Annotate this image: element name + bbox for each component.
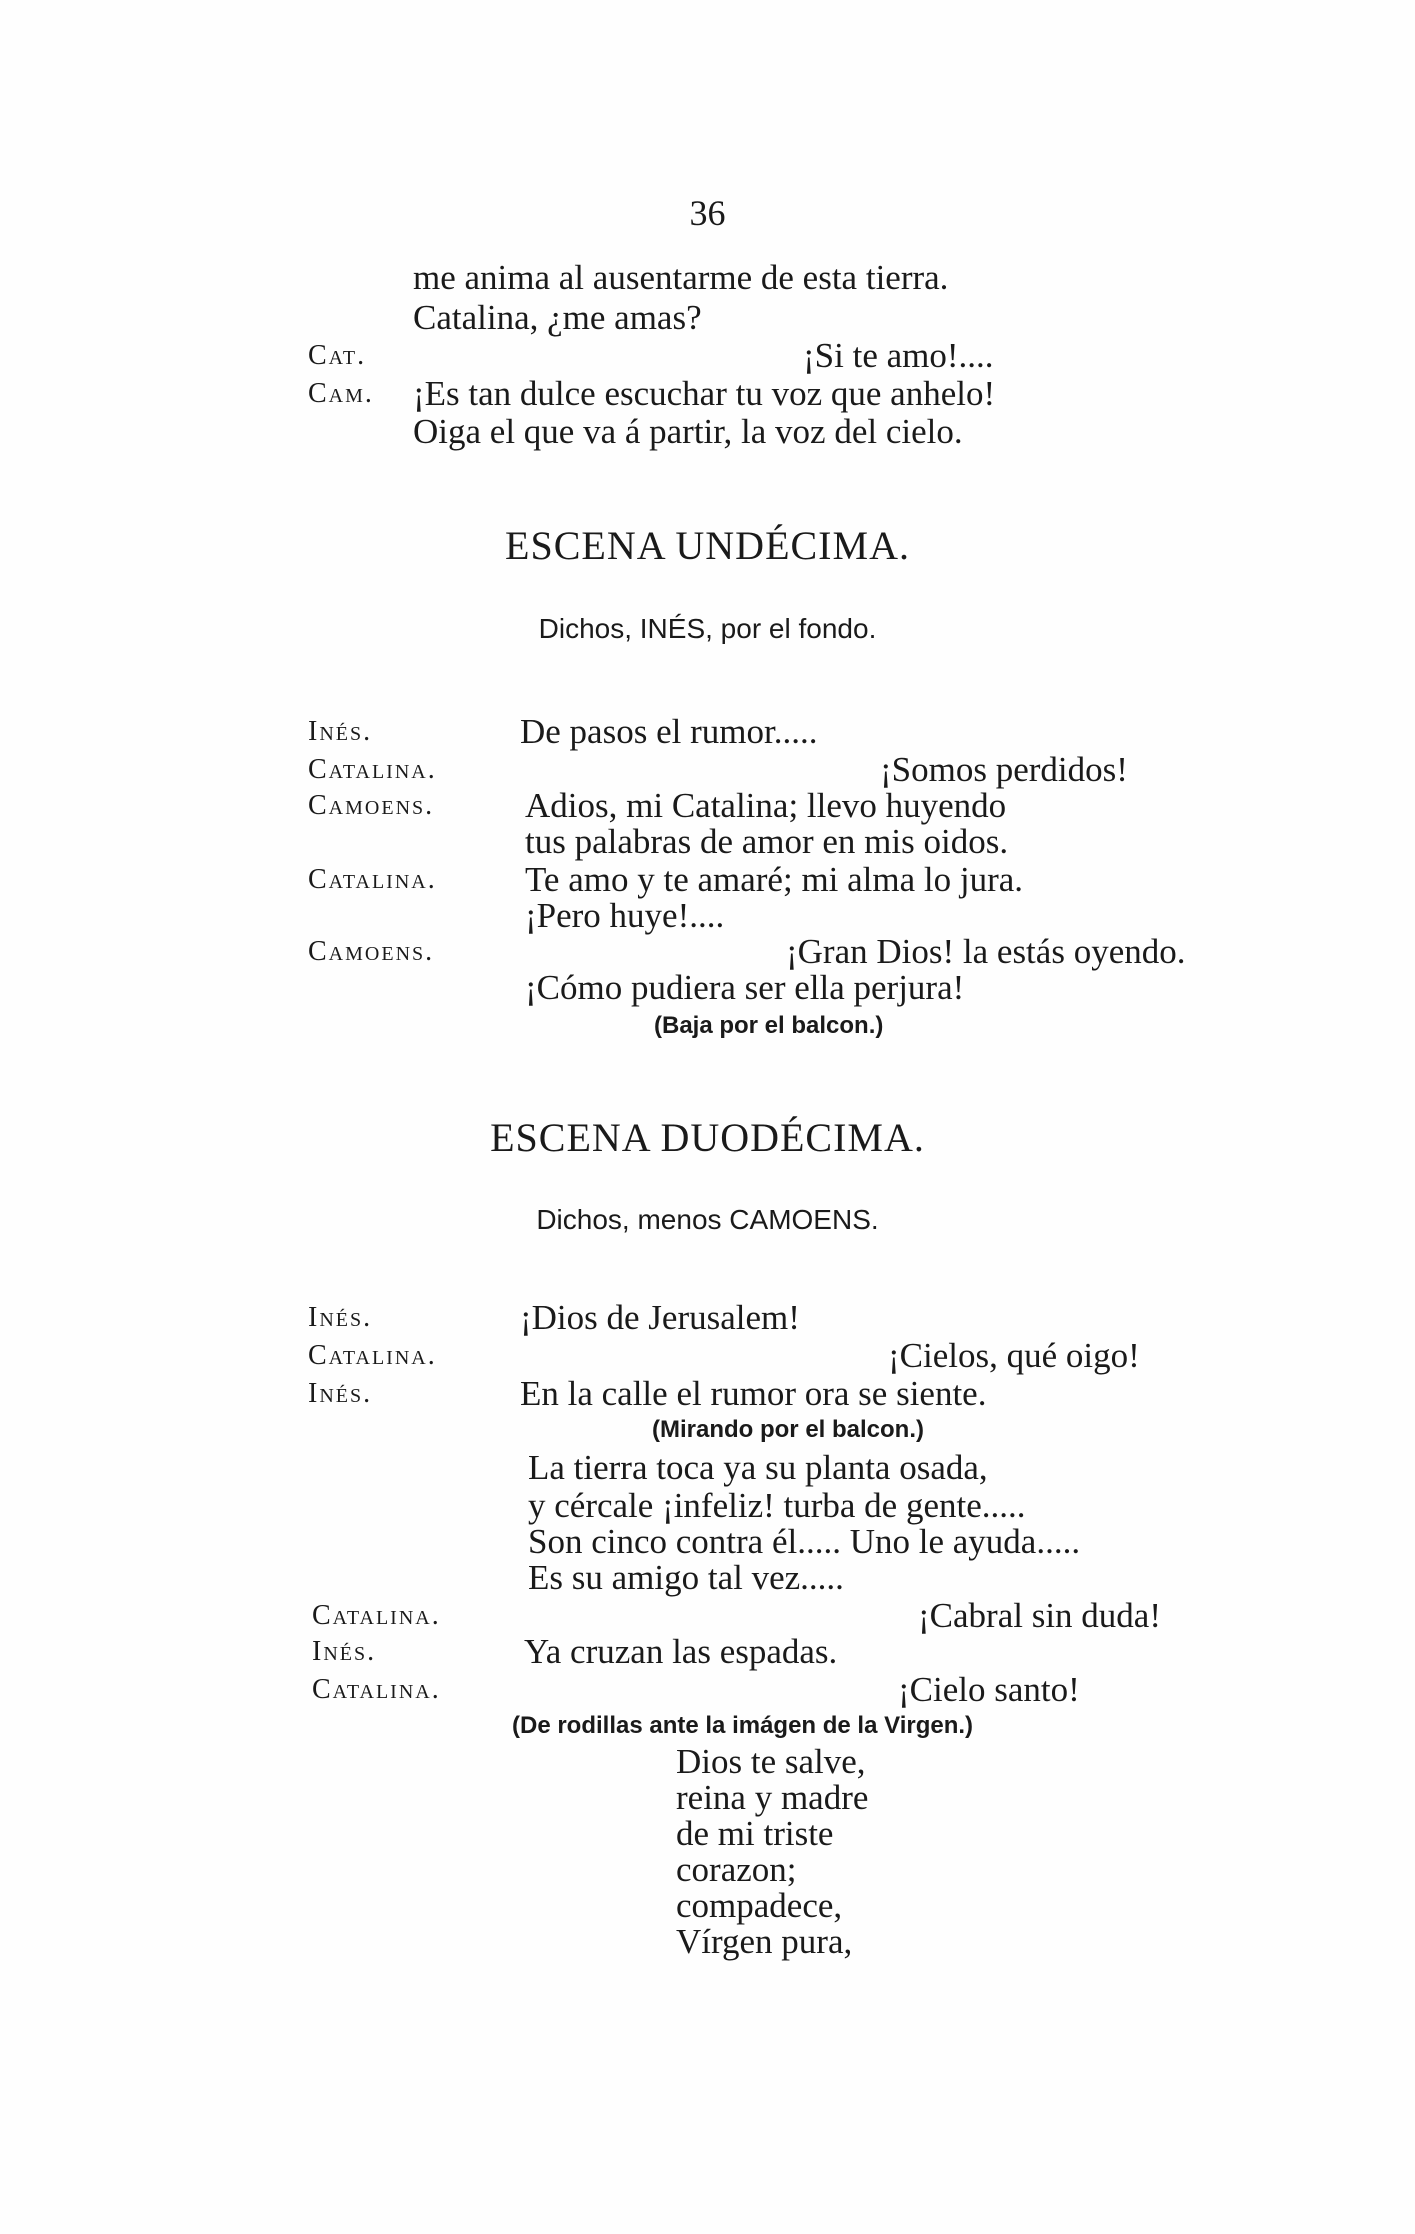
stage-direction: (Mirando por el balcon.) [652, 1416, 925, 1443]
speaker-label: Catalina. [308, 1340, 437, 1371]
prayer-line: Dios te salve, [676, 1742, 866, 1781]
verse-line: ¡Es tan dulce escuchar tu voz que anhelo! [413, 374, 996, 413]
speaker-label: Inés. [308, 716, 373, 747]
speaker-label: Cat. [308, 340, 367, 371]
speaker-label: Inés. [308, 1378, 373, 1409]
stage-direction: (De rodillas ante la imágen de la Virgen.) [512, 1712, 974, 1739]
scene-subtitle: Dichos, menos CAMOENS. [536, 1204, 879, 1235]
verse-line: ¡Gran Dios! la estás oyendo. [786, 932, 1186, 971]
prayer-line: compadece, [676, 1886, 843, 1925]
verse-line: ¡Cómo pudiera ser ella perjura! [525, 968, 965, 1007]
speaker-label: Catalina. [308, 864, 437, 895]
verse-line: ¡Dios de Jerusalem! [520, 1298, 800, 1337]
verse-line: ¡Si te amo!.... [803, 336, 994, 375]
verse-line: Ya cruzan las espadas. [524, 1632, 838, 1671]
speaker-label: Catalina. [308, 754, 437, 785]
verse-line: De pasos el rumor..... [520, 712, 818, 751]
verse-line: Oiga el que va á partir, la voz del cielo. [413, 412, 963, 451]
prayer-line: de mi triste [676, 1814, 834, 1853]
stage-direction: (Baja por el balcon.) [654, 1012, 884, 1039]
scene-title: ESCENA UNDÉCIMA. [505, 523, 910, 568]
speaker-label: Catalina. [312, 1674, 441, 1705]
verse-line: Te amo y te amaré; mi alma lo jura. [525, 860, 1024, 899]
scene-title: ESCENA DUODÉCIMA. [490, 1115, 925, 1160]
verse-line: tus palabras de amor en mis oidos. [525, 822, 1009, 861]
verse-line: ¡Cabral sin duda! [918, 1596, 1161, 1635]
speaker-label: Inés. [308, 1302, 373, 1333]
speaker-label: Camoens. [308, 936, 435, 967]
prayer-line: Vírgen pura, [676, 1922, 853, 1961]
verse-line: La tierra toca ya su planta osada, [528, 1448, 988, 1487]
prayer-line: corazon; [676, 1850, 797, 1889]
verse-line: ¡Cielo santo! [898, 1670, 1080, 1709]
verse-line: ¡Cielos, qué oigo! [888, 1336, 1140, 1375]
page-number: 36 [689, 193, 726, 233]
speaker-label: Inés. [312, 1636, 377, 1667]
scene-subtitle: Dichos, INÉS, por el fondo. [538, 613, 877, 644]
verse-line: ¡Pero huye!.... [525, 896, 725, 935]
speaker-label: Catalina. [312, 1600, 441, 1631]
verse-line: Catalina, ¿me amas? [413, 298, 702, 337]
verse-line: y cércale ¡infeliz! turba de gente..... [528, 1486, 1026, 1525]
prayer-line: reina y madre [676, 1778, 869, 1817]
verse-line: En la calle el rumor ora se siente. [520, 1374, 987, 1413]
speaker-label: Cam. [308, 378, 374, 409]
verse-line: Adios, mi Catalina; llevo huyendo [525, 786, 1007, 825]
verse-line: Son cinco contra él..... Uno le ayuda..... [528, 1522, 1081, 1561]
verse-line: Es su amigo tal vez..... [528, 1558, 844, 1597]
verse-line: ¡Somos perdidos! [880, 750, 1128, 789]
speaker-label: Camoens. [308, 790, 435, 821]
verse-line: me anima al ausentarme de esta tierra. [413, 258, 949, 297]
